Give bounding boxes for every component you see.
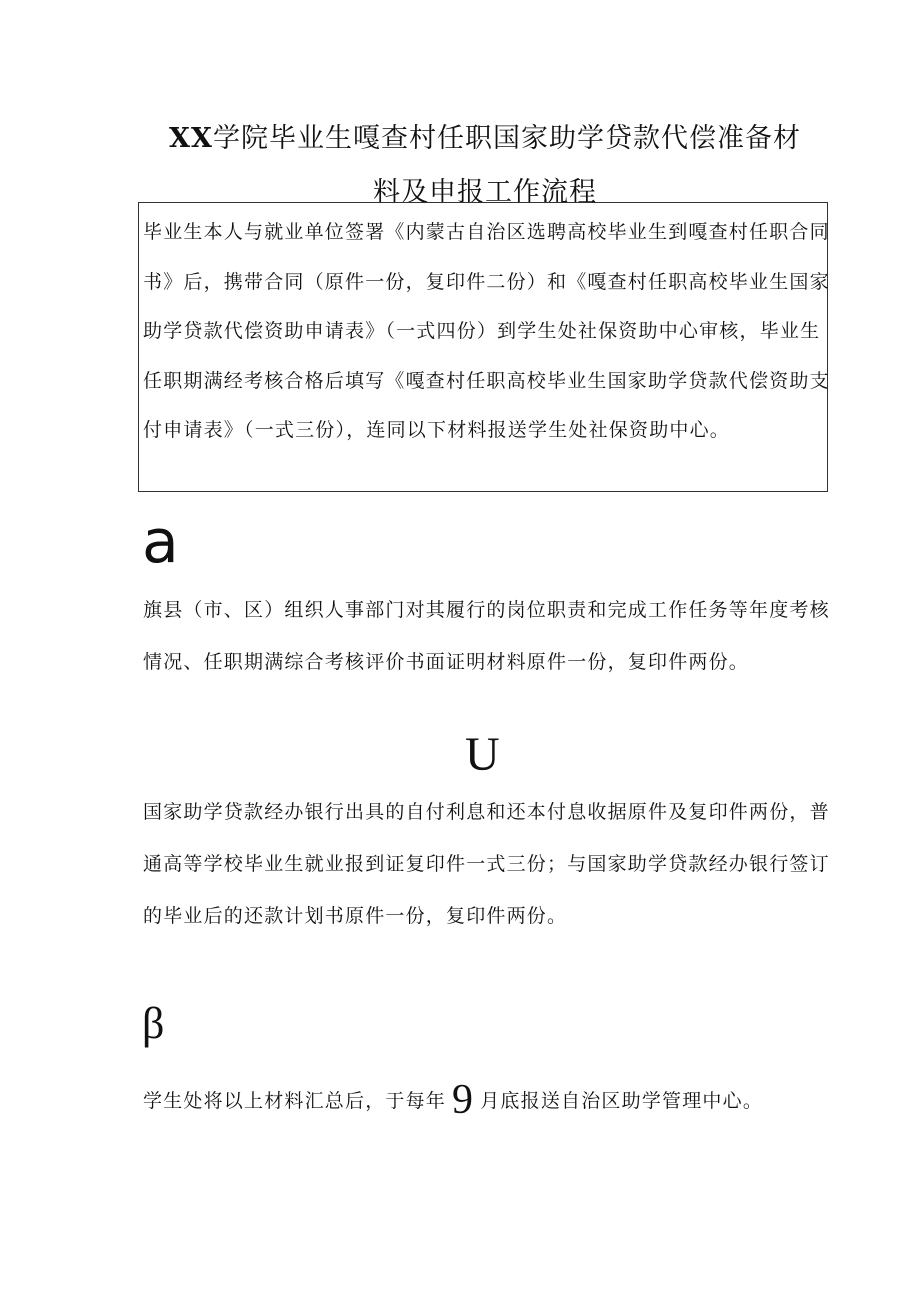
section-u-text: 国家助学贷款经办银行出具的自付利息和还本付息收据原件及复印件两份，普通高等学校毕业生就业报到证复印件一式三份；与国家助学贷款经办银行签订的毕业后的还款计划书原件一份，复印件两份。 xyxy=(143,801,830,927)
title-line-2: 料及申报工作流程 xyxy=(373,177,597,208)
deadline-month: 9 xyxy=(452,1077,475,1123)
intro-box-text: 毕业生本人与就业单位签署《内蒙古自治区选聘高校毕业生到嘎查村任职合同书》后，携带合同（原件一份，复印件二份）和《嘎查村任职高校毕业生国家助学贷款代偿资助申请表》（一式四份）到学生处社保资助中心审核，毕业生任职期满经考核合格后填写《嘎查村任职高校毕业生国家助学贷款代偿资助支付申请表》（一式三份），连同以下材料报送学生处社保资助中心。 xyxy=(143,221,830,442)
section-marker-a: a xyxy=(142,507,179,577)
section-beta-text-after: 月底报送自治区助学管理中心。 xyxy=(480,1090,764,1112)
section-beta-text-before: 学生处将以上材料汇总后，于每年 xyxy=(143,1090,447,1112)
title-line-1-text: 学院毕业生嘎查村任职国家助学贷款代偿准备材 xyxy=(212,123,801,154)
title-line-1 xyxy=(120,112,850,166)
section-marker-u: U xyxy=(465,728,500,781)
section-a-text: 旗县（市、区）组织人事部门对其履行的岗位职责和完成工作任务等年度考核情况、任职期满综合考核评价书面证明材料原件一份，复印件两份。 xyxy=(143,599,830,673)
title-prefix: XX xyxy=(169,123,213,154)
section-marker-beta: β xyxy=(142,999,165,1048)
section-beta-text xyxy=(143,1078,843,1123)
